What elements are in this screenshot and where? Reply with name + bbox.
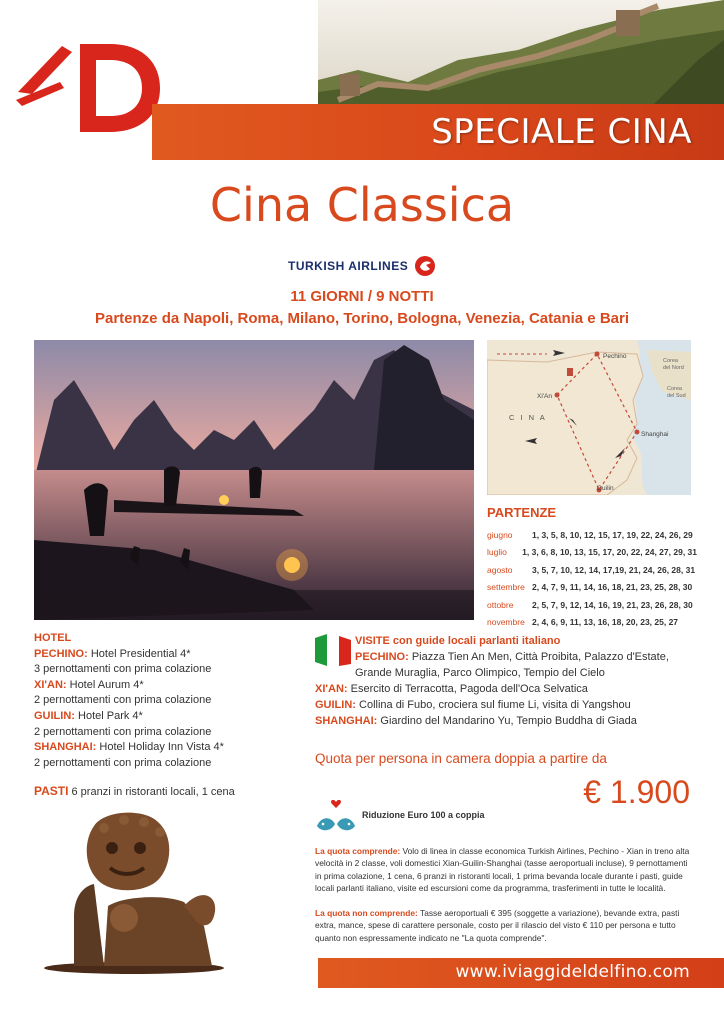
page-title: Cina Classica — [209, 178, 515, 232]
not-included-body: Tasse aeroportuali € 395 (soggette a variazione), bevande extra, pasti extra, mance, spese di carattere personale, costo per il rilascio del visto € 110 per persona e tutto quanto non espressamente indicato ne "La quota comprende". — [315, 908, 680, 943]
visit-text: Giardino del Mandarino Yu, Tempio Buddha di Giada — [377, 715, 637, 727]
trip-duration: 11 GIORNI / 9 NOTTI — [290, 288, 434, 305]
airline-logo — [288, 254, 436, 278]
price-label: Quota per persona in camera doppia a partire da — [315, 751, 607, 766]
meals-title: PASTI — [34, 784, 69, 798]
map-label-shanghai: Shanghai — [641, 431, 669, 438]
section-banner — [152, 104, 724, 160]
visit-item — [315, 681, 695, 697]
departure-days: 2, 4, 7, 9, 11, 14, 16, 18, 21, 23, 25, 28, 30 — [532, 582, 693, 593]
hotel-name: Hotel Presidential 4* — [87, 647, 191, 660]
not-included-label: La quota non comprende: — [315, 908, 418, 918]
airline-name: TURKISH AIRLINES — [288, 259, 409, 273]
departure-row — [487, 596, 697, 614]
route-map — [487, 340, 691, 495]
visit-item — [315, 697, 695, 713]
visit-text: Esercito di Terracotta, Pagoda dell'Oca Selvatica — [347, 683, 588, 695]
departure-days: 3, 5, 7, 10, 12, 14, 17,19, 21, 24, 26, 28, 31 — [532, 564, 696, 575]
hotel-item — [34, 647, 304, 663]
shanghai-marker — [635, 430, 640, 435]
hotel-name: Hotel Park 4* — [74, 709, 143, 722]
hotel-item — [34, 678, 304, 694]
section-title: SPECIALE CINA — [431, 112, 692, 152]
departure-dates — [487, 505, 697, 631]
visit-city: GUILIN: — [315, 699, 356, 711]
hotel-stay: 2 pernottamenti con prima colazione — [34, 756, 212, 769]
dolphins-heart-icon — [315, 796, 357, 838]
couple-discount: Riduzione Euro 100 a coppia — [362, 810, 485, 820]
visit-item — [315, 649, 695, 681]
hotel-title: HOTEL — [34, 632, 72, 644]
departure-days: 2, 5, 7, 9, 12, 14, 16, 19, 21, 23, 26, 28, 30 — [532, 599, 693, 610]
map-label-corea-sud-2: del Sud — [667, 393, 686, 399]
departure-row — [487, 544, 697, 562]
included-label: La quota comprende: — [315, 846, 401, 856]
included-body: Volo di linea in classe economica Turkish Airlines, Pechino - Xian in treno alta velocità in 2 classe, voli domestici Xian-Guilin-Shanghai (tasse aeroportuali incluse), 9 pernottamenti in prima colazione, 1 cena, 6 pranzi in ristoranti locali, 1 prima bevanda locale durante i pasti, guide locali parlanti italiano, visite ed escursioni come da programma, trasferimenti in tutte le località. — [315, 846, 690, 894]
departure-days: 2, 4, 6, 9, 11, 13, 16, 18, 20, 23, 25, 27 — [532, 617, 679, 628]
departure-dates-title: PARTENZE — [487, 505, 557, 520]
visit-text: Piazza Tien An Men, Città Proibita, Palazzo d'Estate, Grande Muraglia, Parco Olimpico, Tempio del Cielo — [355, 651, 669, 679]
price: € 1.900 — [583, 774, 690, 810]
visit-city: SHANGHAI: — [315, 715, 378, 727]
pechino-marker — [595, 352, 600, 357]
visit-item — [315, 713, 695, 729]
departure-cities: Partenze da Napoli, Roma, Milano, Torino, Bologna, Venezia, Catania e Bari — [95, 310, 629, 327]
hotel-name: Hotel Aurum 4* — [66, 678, 144, 691]
hotel-name: Hotel Holiday Inn Vista 4* — [96, 741, 224, 754]
brand-logo — [14, 40, 164, 135]
hotel-item — [34, 740, 304, 756]
departure-month: giugno — [487, 529, 513, 540]
hotel-stay: 2 pernottamenti con prima colazione — [34, 725, 212, 738]
visit-city: XI'AN: — [315, 683, 348, 695]
not-included-text — [315, 907, 693, 944]
departure-month: agosto — [487, 564, 513, 575]
website-link[interactable]: www.iviaggideldelfino.com — [455, 962, 690, 982]
map-label-pechino: Pechino — [603, 353, 627, 360]
departure-month: novembre — [487, 617, 525, 628]
map-label-cina: C I N A — [509, 413, 547, 422]
li-river-photo — [34, 340, 474, 620]
guardian-lion-statue — [34, 806, 234, 976]
visit-city: PECHINO: — [355, 651, 409, 663]
map-label-corea-nord-1: Corea — [663, 358, 678, 364]
hotel-item — [34, 709, 304, 725]
hotel-city: GUILIN: — [34, 709, 75, 722]
meals-text: 6 pranzi in ristoranti locali, 1 cena — [68, 786, 235, 798]
airline-emblem-icon — [414, 255, 436, 277]
visits-title: VISITE con guide locali parlanti italiano — [355, 635, 561, 647]
hotel-section — [34, 631, 304, 771]
map-label-corea-nord-2: del Nord — [663, 365, 684, 371]
included-text — [315, 845, 693, 895]
departure-row — [487, 561, 697, 579]
map-label-guilin: Guilin — [597, 485, 614, 492]
xian-marker — [555, 393, 560, 398]
departure-days: 1, 3, 5, 8, 10, 12, 15, 17, 19, 22, 24, 26, 29 — [532, 529, 693, 540]
hotel-city: PECHINO: — [34, 647, 88, 660]
footer-banner — [318, 958, 724, 988]
meals-section — [34, 784, 235, 798]
map-label-corea-sud-1: Corea — [667, 386, 682, 392]
departure-month: ottobre — [487, 599, 514, 610]
hotel-city: SHANGHAI: — [34, 741, 97, 754]
departure-row — [487, 579, 697, 597]
visits-section — [315, 633, 695, 729]
great-wall-photo — [318, 0, 724, 110]
departure-row — [487, 526, 697, 544]
departure-row — [487, 614, 697, 632]
hotel-stay: 2 pernottamenti con prima colazione — [34, 694, 212, 707]
hotel-stay: 3 pernottamenti con prima colazione — [34, 663, 212, 676]
train-icon — [567, 368, 573, 376]
departure-days: 1, 3, 6, 8, 10, 13, 15, 17, 20, 22, 24, 27, 29, 31 — [522, 547, 697, 558]
departure-month: luglio — [487, 547, 507, 558]
hotel-city: XI'AN: — [34, 678, 67, 691]
visit-text: Collina di Fubo, crociera sul fiume Li, visita di Yangshou — [355, 699, 631, 711]
map-label-xian: Xi'An — [537, 393, 552, 400]
departure-month: settembre — [487, 582, 525, 593]
